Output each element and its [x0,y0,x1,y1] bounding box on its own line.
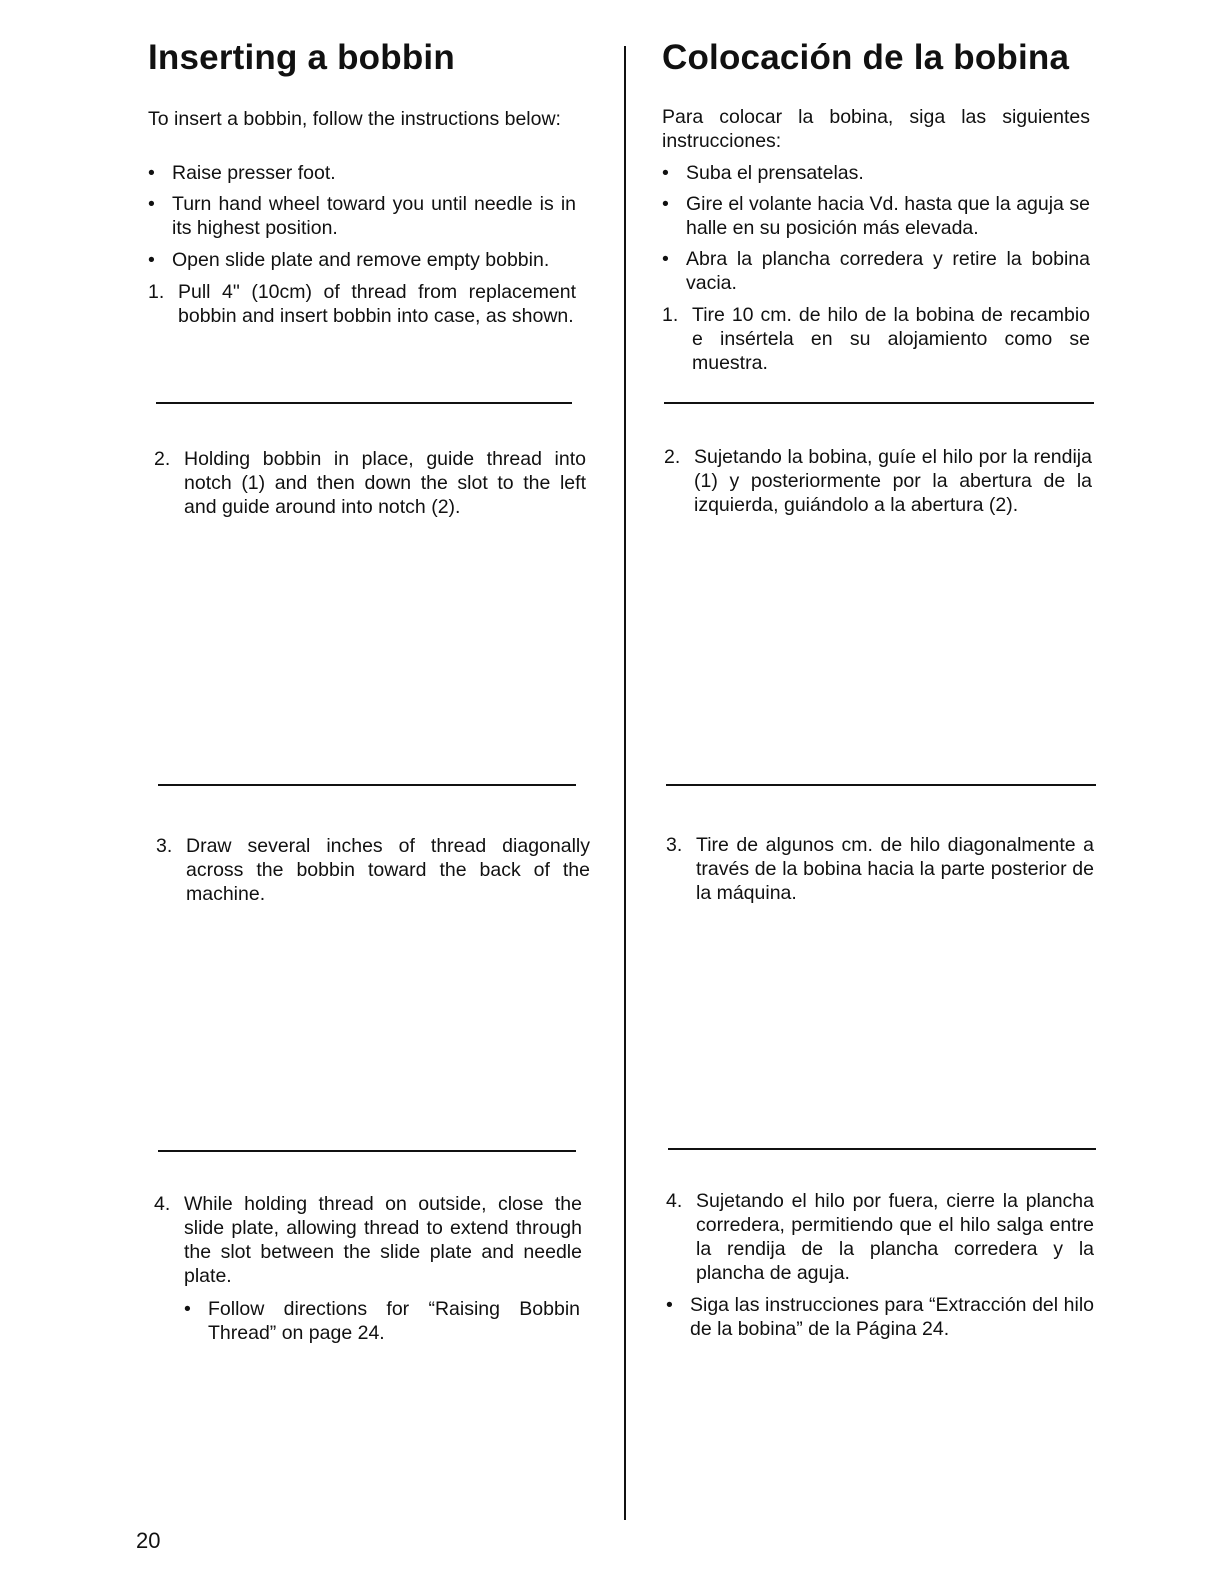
bullet-dot-icon: • [148,162,155,184]
spanish-step-4-text: Sujetando el hilo por fuera, cierre la plancha corredera, permitiendo que el hilo salga entre la rendija de la plancha corredera y la plancha de aguja. [696,1190,1094,1284]
spanish-step-3-text: Tire de algunos cm. de hilo diagonalmente a través de la bobina hacia la parte posterior de la máquina. [696,834,1094,904]
english-intro: To insert a bobbin, follow the instructions below: [148,108,561,130]
english-bullet-2-text: Turn hand wheel toward you until needle is in its highest position. [172,193,576,239]
english-step-2-text: Holding bobbin in place, guide thread into notch (1) and then down the slot to the left and guide around into notch (2). [184,448,586,518]
english-step-1-number: 1. [148,281,165,303]
bullet-dot-icon: • [148,249,155,271]
spanish-title: Colocación de la bobina [662,38,1070,77]
bullet-dot-icon: • [666,1294,673,1316]
english-step-2 [154,447,586,519]
english-step-2-number: 2. [154,448,171,470]
spanish-separator-2 [666,784,1096,786]
spanish-final-bullet [666,1293,1094,1341]
english-step-3 [156,834,590,906]
spanish-step-2-text: Sujetando la bobina, guíe el hilo por la rendija (1) y posteriormente por la abertura de la izquierda, guiándolo a la abertura (2). [694,446,1092,516]
bullet-dot-icon: • [662,162,669,184]
spanish-bullet-3-text: Abra la plancha corredera y retire la bobina vacia. [686,248,1090,294]
english-step-4-number: 4. [154,1193,171,1215]
english-separator-1 [156,402,572,404]
english-step-3-number: 3. [156,835,173,857]
spanish-step-4 [666,1189,1094,1285]
english-step-3-text: Draw several inches of thread diagonally across the bobbin toward the back of the machine. [186,835,590,905]
english-bullet-1-text: Raise presser foot. [172,162,336,184]
english-step-4 [154,1192,582,1288]
english-step-4-text: While holding thread on outside, close the slide plate, allowing thread to extend through the slot between the slide plate and needle plate. [184,1193,582,1287]
page-number: 20 [136,1528,161,1553]
spanish-separator-1 [664,402,1094,404]
spanish-step-2-number: 2. [664,446,681,468]
spanish-step-1 [662,303,1090,375]
english-bullet-1 [148,161,576,185]
english-separator-2 [158,784,576,786]
spanish-step-3-number: 3. [666,834,683,856]
spanish-bullet-2-text: Gire el volante hacia Vd. hasta que la aguja se halle en su posición más elevada. [686,193,1090,239]
spanish-step-1-number: 1. [662,304,679,326]
spanish-intro: Para colocar la bobina, siga las siguientes instrucciones: [662,106,1090,152]
spanish-bullet-1 [662,161,1090,185]
spanish-bullet-3 [662,247,1090,295]
spanish-bullet-2 [662,192,1090,240]
english-bullet-2 [148,192,576,240]
english-title: Inserting a bobbin [148,38,455,77]
english-separator-3 [158,1150,576,1152]
bullet-dot-icon: • [184,1298,191,1320]
spanish-separator-3 [668,1148,1096,1150]
column-divider [624,46,626,1520]
spanish-final-bullet-text: Siga las instrucciones para “Extracción del hilo de la bobina” de la Página 24. [690,1294,1094,1340]
english-step-1 [148,280,576,328]
spanish-step-2 [664,445,1092,517]
english-final-bullet-text: Follow directions for “Raising Bobbin Thread” on page 24. [208,1298,580,1344]
bullet-dot-icon: • [148,193,155,215]
english-final-bullet [184,1297,580,1345]
spanish-step-3 [666,833,1094,905]
spanish-bullet-1-text: Suba el prensatelas. [686,162,864,184]
spanish-step-1-text: Tire 10 cm. de hilo de la bobina de recambio e insértela en su alojamiento como se muestra. [692,304,1090,374]
english-bullet-3-text: Open slide plate and remove empty bobbin. [172,249,550,271]
bullet-dot-icon: • [662,248,669,270]
english-step-1-text: Pull 4" (10cm) of thread from replacement bobbin and insert bobbin into case, as shown. [178,281,576,327]
english-bullet-3 [148,248,578,272]
bullet-dot-icon: • [662,193,669,215]
spanish-step-4-number: 4. [666,1190,683,1212]
